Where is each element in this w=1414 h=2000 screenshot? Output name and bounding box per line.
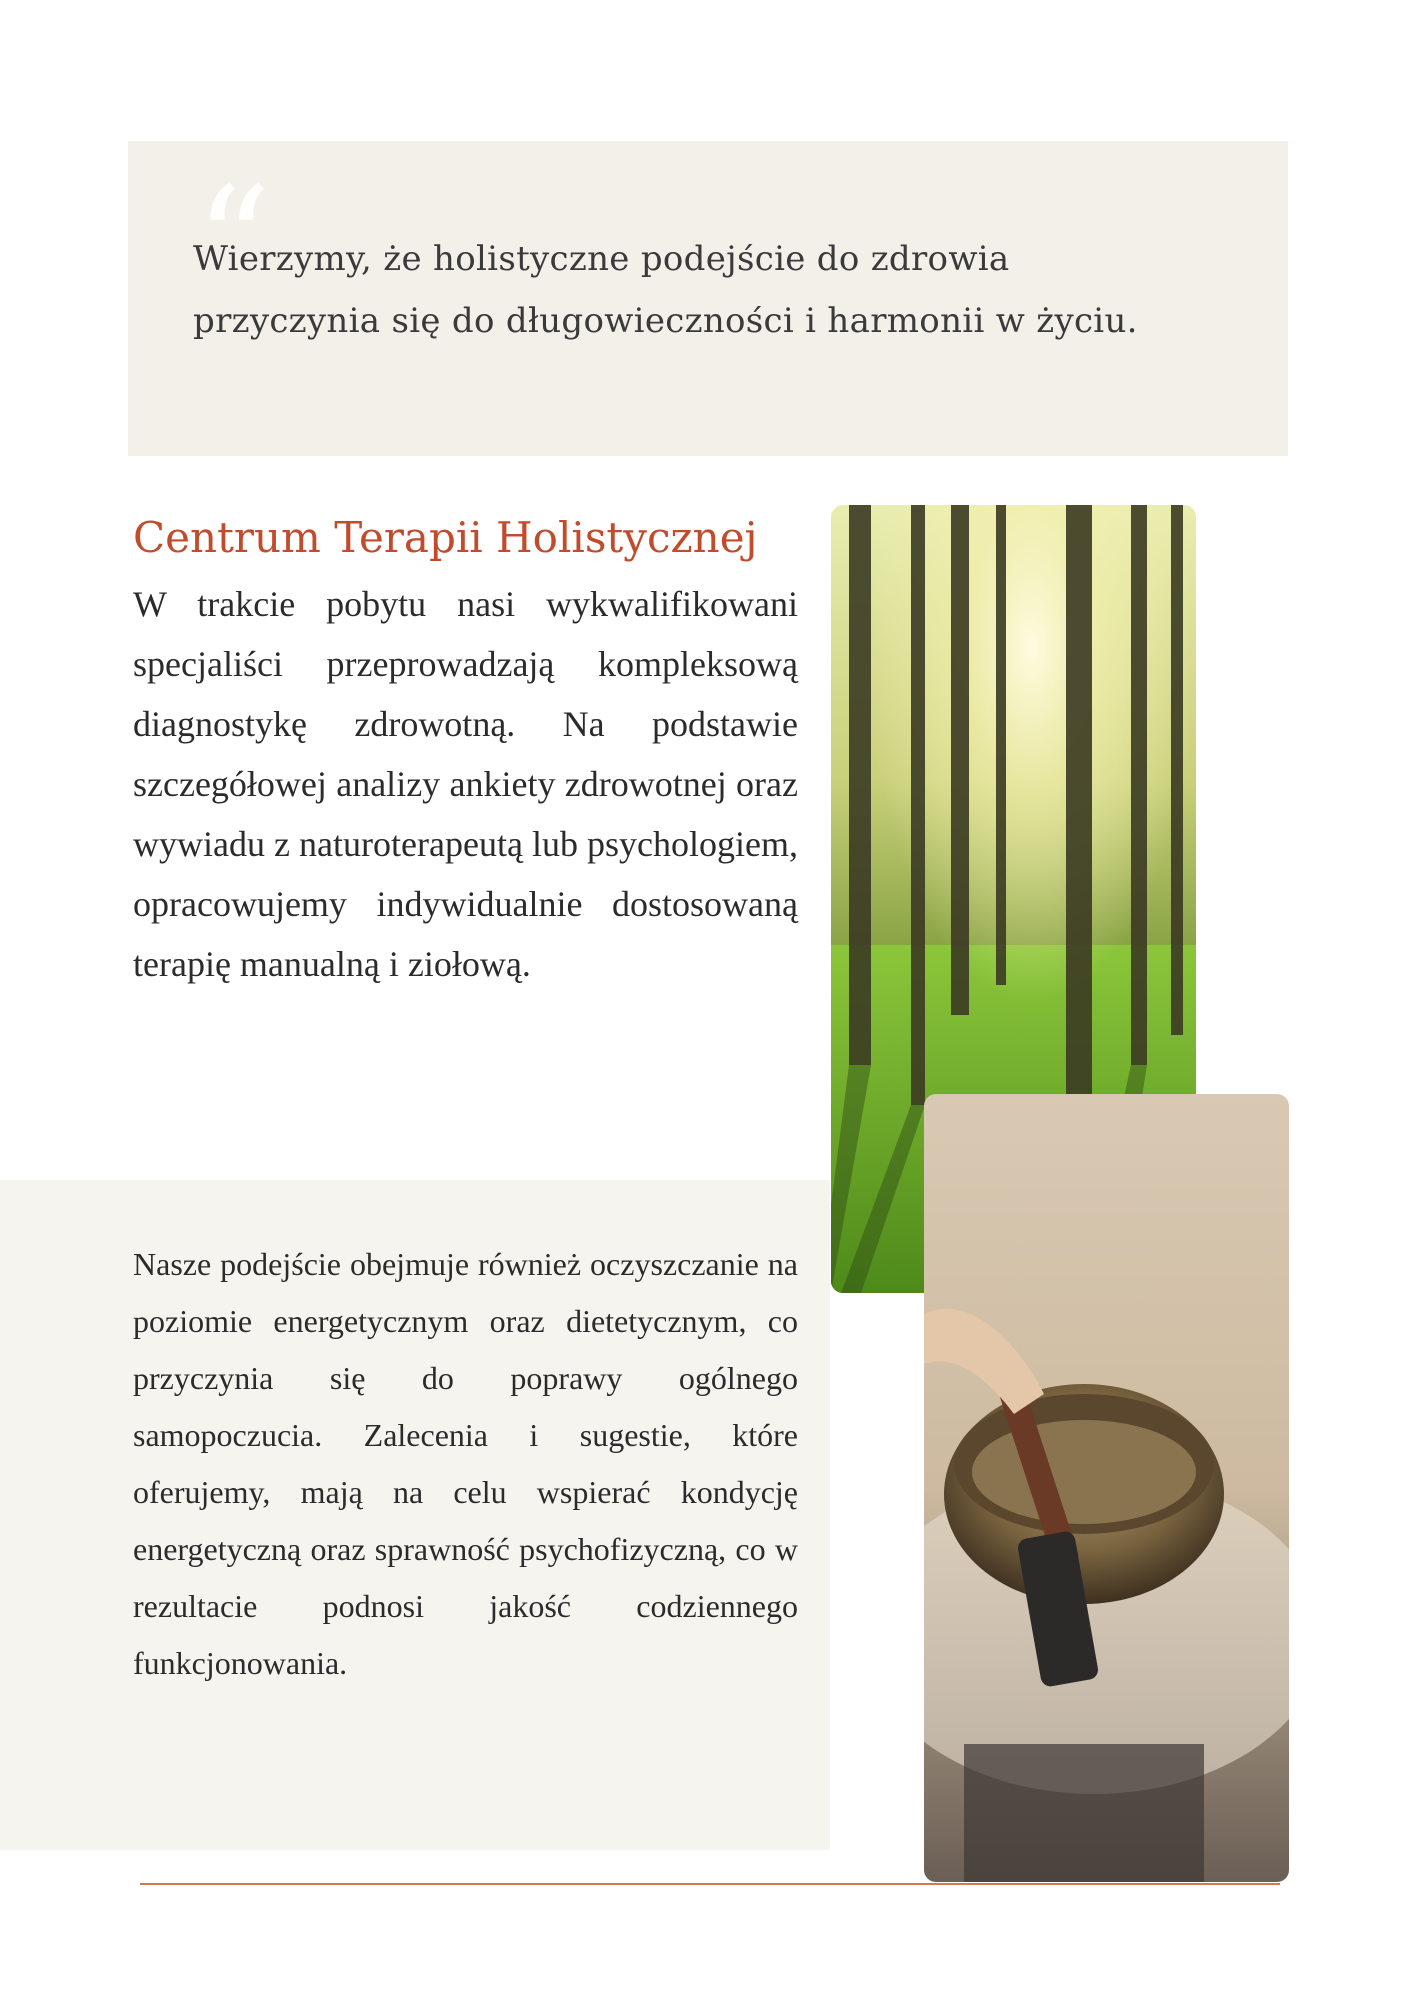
quote-text [193, 228, 1253, 352]
section-title: Centrum Terapii Holistycznej [133, 513, 758, 562]
quote-line-1: Wierzymy, że holistyczne podejście do zdrowia [193, 239, 1010, 279]
paragraph-diagnostics: W trakcie pobytu nasi wykwalifikowani specjaliści przeprowadzają kompleksową diagnostykę zdrowotną. Na podstawie szczegółowej analizy ankiety zdrowotnej oraz wywiadu z naturoterapeutą lub psychologiem, opracowujemy indywidualnie dostosowaną terapię manualną i ziołową. [133, 584, 798, 984]
quote-line-2: przyczynia się do długowieczności i harmonii w życiu. [193, 301, 1138, 341]
paragraph-approach: Nasze podejście obejmuje również oczyszczanie na poziomie energetycznym oraz dietetycznym, co przyczynia się do poprawy ogólnego samopoczucia. Zalecenia i sugestie, które oferujemy, mają na celu wspierać kondycję energetyczną oraz sprawność psychofizyczną, co w rezultacie podnosi jakość codziennego funkcjonowania. [133, 1246, 798, 1681]
bottom-divider [140, 1883, 1280, 1885]
singing-bowl-photo [924, 1094, 1289, 1882]
quote-mark-icon: “ [195, 156, 272, 330]
